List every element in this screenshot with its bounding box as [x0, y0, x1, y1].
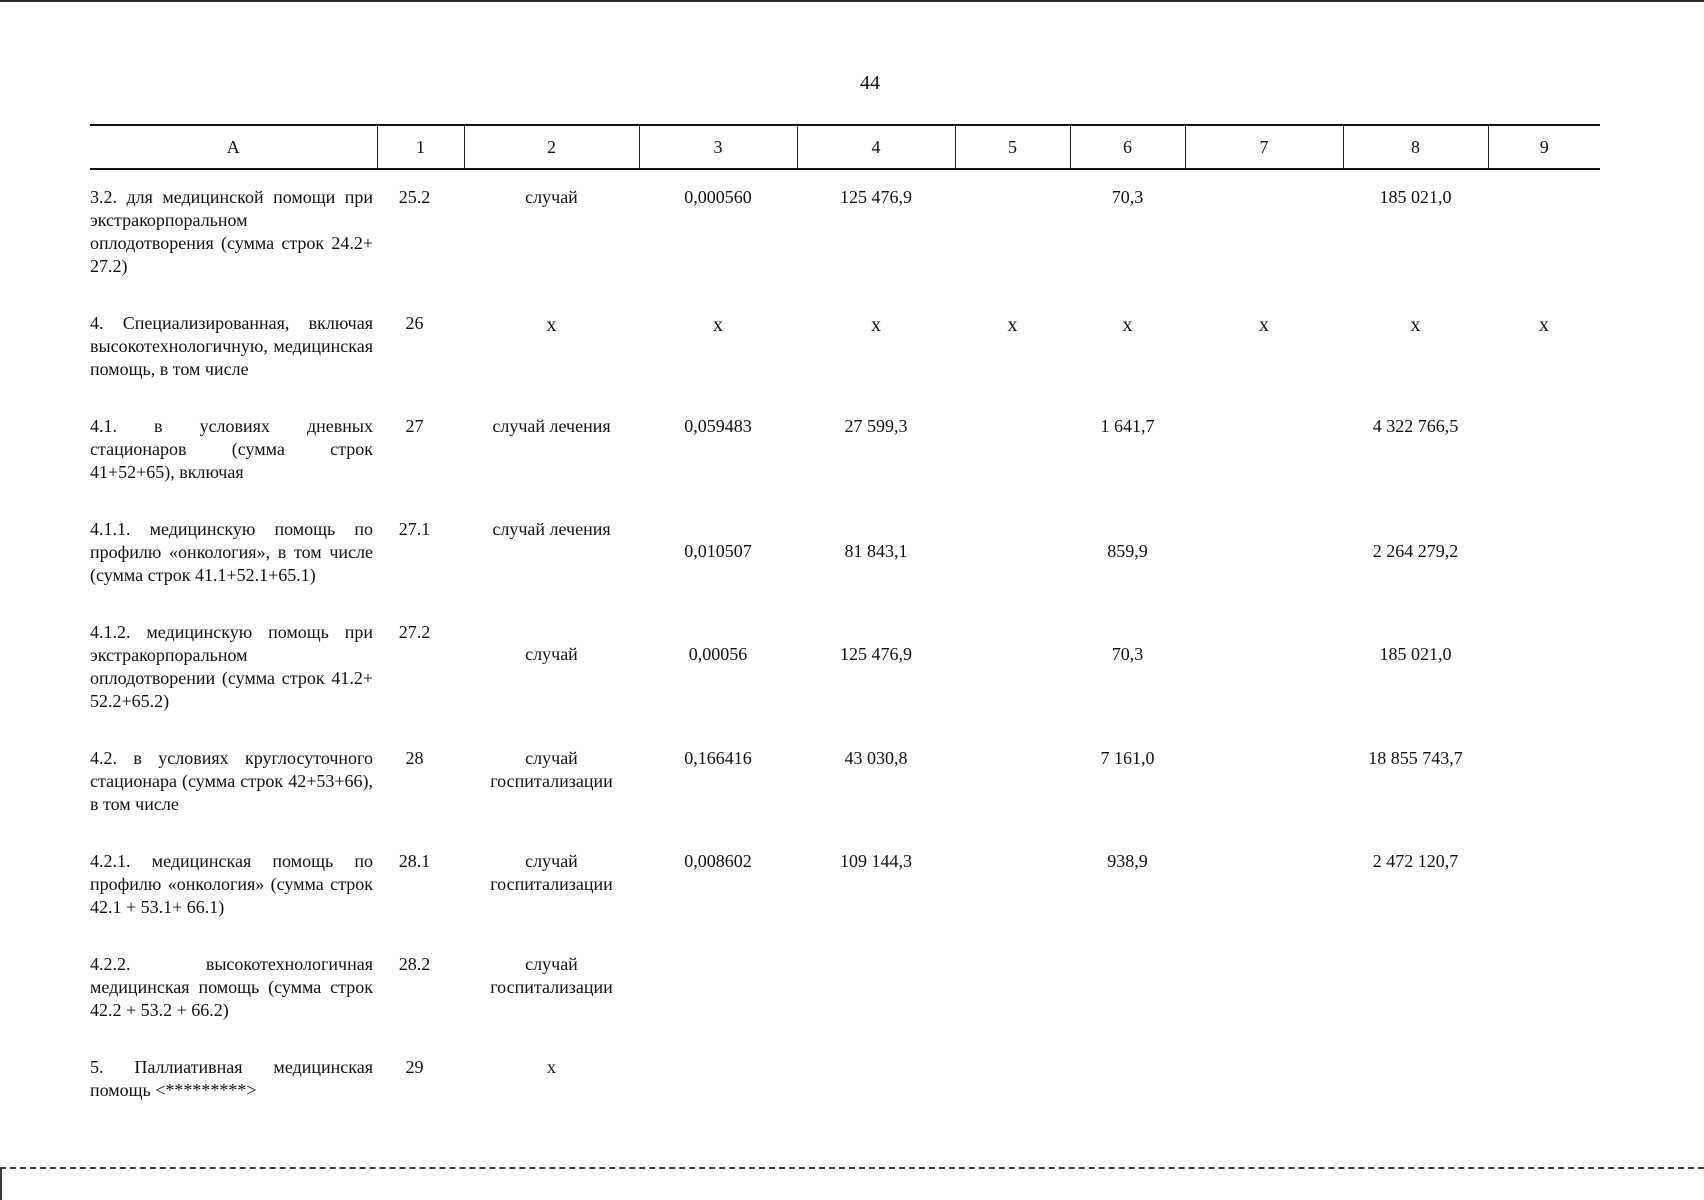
row-line-number: 27.1 — [398, 519, 431, 539]
page-number: 44 — [860, 72, 880, 94]
header-cell-4: 4 — [797, 125, 955, 169]
row-col-7 — [1185, 1040, 1343, 1120]
row-col-7 — [1185, 731, 1343, 834]
row-col-5 — [955, 834, 1070, 937]
row-col-5 — [955, 731, 1070, 834]
header-cell-6: 6 — [1070, 125, 1185, 169]
row-name: 4.2.2. высокотехнологичная медицинская помощь (сумма строк 42.2 + 53.2 + 66.2) — [90, 954, 373, 1020]
row-col-8: х — [1410, 314, 1421, 336]
row-col-4: 43 030,8 — [844, 748, 908, 768]
row-line-number: 28.1 — [398, 851, 431, 871]
row-col-7 — [1185, 605, 1343, 731]
row-col-6: 859,9 — [1107, 541, 1148, 561]
row-col-3: 0,166416 — [684, 748, 752, 768]
row-col-6 — [1070, 1040, 1185, 1120]
row-col-5 — [955, 1040, 1070, 1120]
table-row — [90, 169, 1600, 296]
row-col-4: 27 599,3 — [844, 416, 908, 436]
row-name: 4.1.1. медицинскую помощь по профилю «онкология», в том числе (сумма строк 41.1+52.1+65.1) — [90, 519, 373, 585]
row-col-7 — [1185, 502, 1343, 605]
row-col-9 — [1488, 605, 1600, 731]
table-row — [90, 605, 1600, 731]
row-name: 4.2. в условиях круглосуточного стационара (сумма строк 42+53+66), в том числе — [90, 748, 373, 814]
row-col-8: 185 021,0 — [1379, 644, 1452, 664]
row-line-number: 27.2 — [398, 622, 431, 642]
row-name: 4.1.2. медицинскую помощь при экстракорпоральном оплодотворении (сумма строк 41.2+ 52.2+65.2) — [90, 622, 373, 711]
row-line-number: 25.2 — [398, 187, 431, 207]
row-col-9 — [1488, 399, 1600, 502]
row-col-9 — [1488, 169, 1600, 296]
row-name: 4.1. в условиях дневных стационаров (сумма строк 41+52+65), включая — [90, 416, 373, 482]
row-line-number: 26 — [405, 313, 424, 333]
row-col-9 — [1488, 731, 1600, 834]
row-unit: х — [546, 314, 557, 336]
row-col-5: х — [1007, 314, 1018, 336]
scan-edge-bottom — [0, 1167, 1704, 1169]
table-row — [90, 399, 1600, 502]
row-col-3: х — [713, 314, 723, 336]
row-unit: случай — [525, 644, 578, 664]
header-cell-5: 5 — [955, 125, 1070, 169]
row-col-5 — [955, 169, 1070, 296]
table-row — [90, 296, 1600, 399]
row-unit: случай лечения — [492, 519, 611, 539]
row-unit: случай госпитализации — [490, 954, 613, 997]
table-row — [90, 731, 1600, 834]
row-col-6: 70,3 — [1111, 187, 1144, 207]
row-col-8 — [1343, 937, 1488, 1040]
row-col-9 — [1488, 1040, 1600, 1120]
row-col-5 — [955, 502, 1070, 605]
row-col-7 — [1185, 169, 1343, 296]
row-name: 3.2. для медицинской помощи при экстракорпоральном оплодотворения (сумма строк 24.2+ 27.2) — [90, 187, 373, 276]
row-unit: случай — [525, 187, 578, 207]
row-line-number: 27 — [405, 416, 424, 436]
table-header-row — [90, 125, 1600, 169]
table-row — [90, 502, 1600, 605]
row-col-5 — [955, 605, 1070, 731]
row-unit: случай госпитализации — [490, 851, 613, 894]
row-col-3 — [639, 1040, 797, 1120]
header-cell-7: 7 — [1185, 125, 1343, 169]
header-cell-3: 3 — [639, 125, 797, 169]
row-col-8: 2 264 279,2 — [1372, 541, 1459, 561]
row-col-7: х — [1259, 314, 1269, 336]
header-cell-2: 2 — [464, 125, 639, 169]
row-col-8: 2 472 120,7 — [1372, 851, 1459, 871]
row-col-6: 7 161,0 — [1100, 748, 1155, 768]
row-col-6: 938,9 — [1107, 851, 1148, 871]
row-col-8: 18 855 743,7 — [1368, 748, 1463, 768]
row-col-9 — [1488, 502, 1600, 605]
row-col-8 — [1343, 1040, 1488, 1120]
row-col-4: 125 476,9 — [840, 644, 912, 664]
header-cell-9: 9 — [1488, 125, 1600, 169]
row-col-9 — [1488, 937, 1600, 1040]
row-unit: х — [547, 1057, 556, 1077]
row-col-6: х — [1122, 314, 1133, 336]
row-col-5 — [955, 937, 1070, 1040]
table-row — [90, 937, 1600, 1040]
row-unit: случай лечения — [492, 416, 611, 436]
row-name: 4. Специализированная, включая высокотехнологичную, медицинская помощь, в том числе — [90, 313, 373, 379]
row-col-3: 0,000560 — [684, 187, 752, 207]
table-row — [90, 834, 1600, 937]
row-col-7 — [1185, 937, 1343, 1040]
row-name: 5. Паллиативная медицинская помощь <*********> — [90, 1057, 373, 1100]
row-col-9 — [1488, 834, 1600, 937]
scan-edge-left — [0, 1167, 2, 1200]
header-cell-8: 8 — [1343, 125, 1488, 169]
header-cell-1: 1 — [377, 125, 464, 169]
row-line-number: 29 — [405, 1057, 424, 1077]
row-col-3: 0,010507 — [684, 541, 752, 561]
row-col-4: 81 843,1 — [844, 541, 908, 561]
row-col-6: 70,3 — [1111, 644, 1144, 664]
row-col-4: 109 144,3 — [840, 851, 912, 871]
header-cell-a: A — [90, 125, 377, 169]
row-col-7 — [1185, 399, 1343, 502]
row-col-4 — [797, 1040, 955, 1120]
row-col-4: 125 476,9 — [840, 187, 912, 207]
indicators-table — [90, 124, 1600, 1120]
row-line-number: 28.2 — [398, 954, 431, 974]
row-col-3 — [639, 937, 797, 1040]
row-line-number: 28 — [405, 748, 424, 768]
row-col-6: 1 641,7 — [1100, 416, 1155, 436]
table-row — [90, 1040, 1600, 1120]
row-col-4 — [797, 937, 955, 1040]
scan-edge-top — [0, 0, 1704, 2]
row-col-3: 0,059483 — [684, 416, 752, 436]
row-col-7 — [1185, 834, 1343, 937]
row-name: 4.2.1. медицинская помощь по профилю «онкология» (сумма строк 42.1 + 53.1+ 66.1) — [90, 851, 373, 917]
row-col-8: 185 021,0 — [1379, 187, 1452, 207]
row-col-3: 0,00056 — [688, 644, 748, 664]
row-unit: случай госпитализации — [490, 748, 613, 791]
row-col-3: 0,008602 — [684, 851, 752, 871]
row-col-8: 4 322 766,5 — [1372, 416, 1459, 436]
row-col-9: х — [1539, 314, 1549, 336]
row-col-6 — [1070, 937, 1185, 1040]
row-col-4: х — [871, 314, 881, 336]
row-col-5 — [955, 399, 1070, 502]
